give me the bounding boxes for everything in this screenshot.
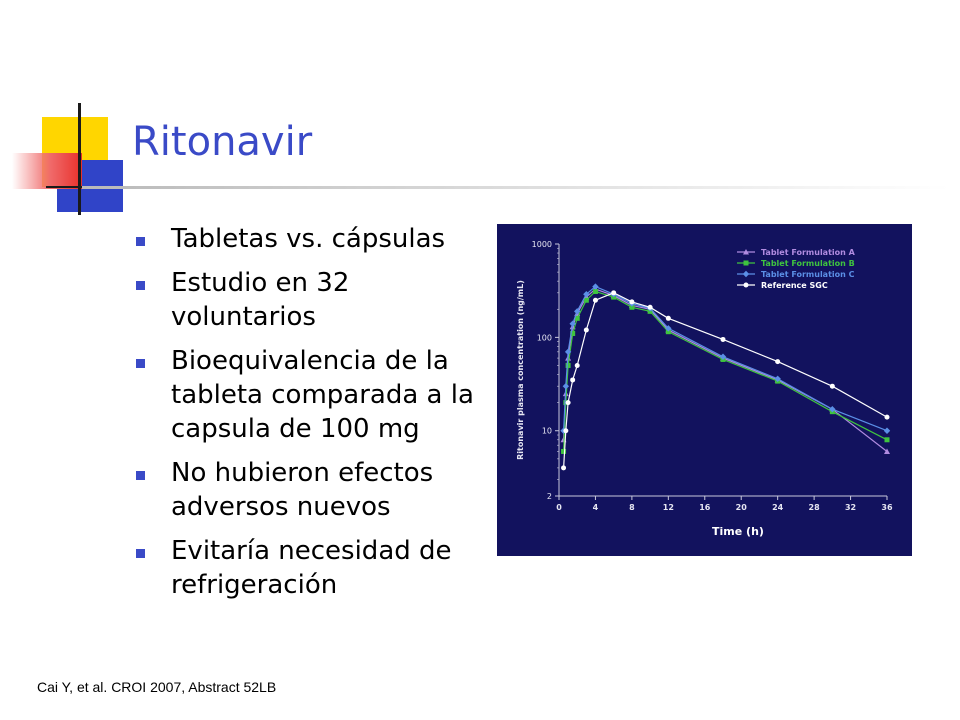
bullet-item — [136, 266, 496, 334]
bullet-square-icon — [136, 281, 145, 290]
x-tick-label: 32 — [844, 503, 857, 512]
data-point-3 — [563, 428, 568, 433]
data-point-3 — [648, 305, 653, 310]
bullet-square-icon — [136, 359, 145, 368]
y-tick-label: 100 — [536, 333, 552, 343]
bullet-list — [136, 222, 496, 612]
legend-label: Reference SGC — [761, 281, 828, 290]
legend-label: Tablet Formulation B — [761, 259, 855, 268]
title-ornament-red — [12, 153, 82, 189]
bullet-square-icon — [136, 237, 145, 246]
citation: Cai Y, et al. CROI 2007, Abstract 52LB — [37, 679, 277, 695]
bullet-text: Tabletas vs. cápsulas — [171, 224, 446, 254]
data-point-1 — [561, 449, 566, 454]
bullet-text: Bioequivalencia de la tableta comparada a la capsula de 100 mg — [171, 346, 474, 444]
legend-label: Tablet Formulation C — [761, 270, 855, 279]
data-point-3 — [885, 415, 890, 420]
legend-marker — [744, 283, 749, 288]
data-point-3 — [721, 337, 726, 342]
data-point-2 — [563, 383, 569, 389]
legend-marker — [743, 271, 749, 277]
data-point-3 — [666, 316, 671, 321]
x-tick-label: 0 — [556, 503, 562, 512]
data-point-3 — [570, 377, 575, 382]
data-point-3 — [584, 327, 589, 332]
legend-label: Tablet Formulation A — [761, 248, 855, 257]
x-tick-label: 24 — [772, 503, 784, 512]
x-tick-label: 16 — [699, 503, 711, 512]
bullet-text: Evitaría necesidad de refrigeración — [171, 536, 452, 600]
data-point-3 — [629, 299, 634, 304]
x-axis-label: Time (h) — [712, 525, 764, 538]
x-tick-label: 28 — [808, 503, 820, 512]
y-tick-label: 10 — [541, 426, 552, 436]
data-point-3 — [830, 384, 835, 389]
series-line-1 — [564, 292, 887, 452]
series-line-3 — [564, 293, 887, 468]
series-line-0 — [564, 289, 887, 452]
title-ornament-vertical-line — [78, 103, 81, 215]
legend-marker — [744, 261, 749, 266]
y-axis-label: Ritonavir plasma concentration (ng/mL) — [516, 280, 525, 460]
pk-chart — [497, 224, 912, 556]
data-point-3 — [575, 363, 580, 368]
y-tick-label: 1000 — [531, 240, 552, 249]
data-point-3 — [593, 298, 598, 303]
bullet-item — [136, 222, 496, 256]
title-underline — [82, 186, 950, 189]
y-tick-label: 2 — [546, 492, 552, 501]
data-point-3 — [561, 465, 566, 470]
x-tick-label: 36 — [881, 503, 893, 512]
data-point-2 — [884, 428, 890, 434]
bullet-square-icon — [136, 471, 145, 480]
slide-title: Ritonavir — [132, 119, 313, 165]
data-point-3 — [566, 400, 571, 405]
data-point-3 — [775, 359, 780, 364]
data-point-1 — [566, 363, 571, 368]
bullet-item — [136, 344, 496, 446]
pk-chart-panel — [497, 224, 912, 556]
data-point-1 — [885, 437, 890, 442]
x-tick-label: 20 — [735, 503, 747, 512]
x-tick-label: 12 — [662, 503, 674, 512]
bullet-item — [136, 456, 496, 524]
bullet-text: No hubieron efectos adversos nuevos — [171, 458, 434, 522]
bullet-item — [136, 534, 496, 602]
bullet-square-icon — [136, 549, 145, 558]
bullet-text: Estudio en 32 voluntarios — [171, 268, 350, 332]
data-point-3 — [611, 290, 616, 295]
x-tick-label: 8 — [629, 503, 635, 512]
x-tick-label: 4 — [592, 503, 599, 512]
